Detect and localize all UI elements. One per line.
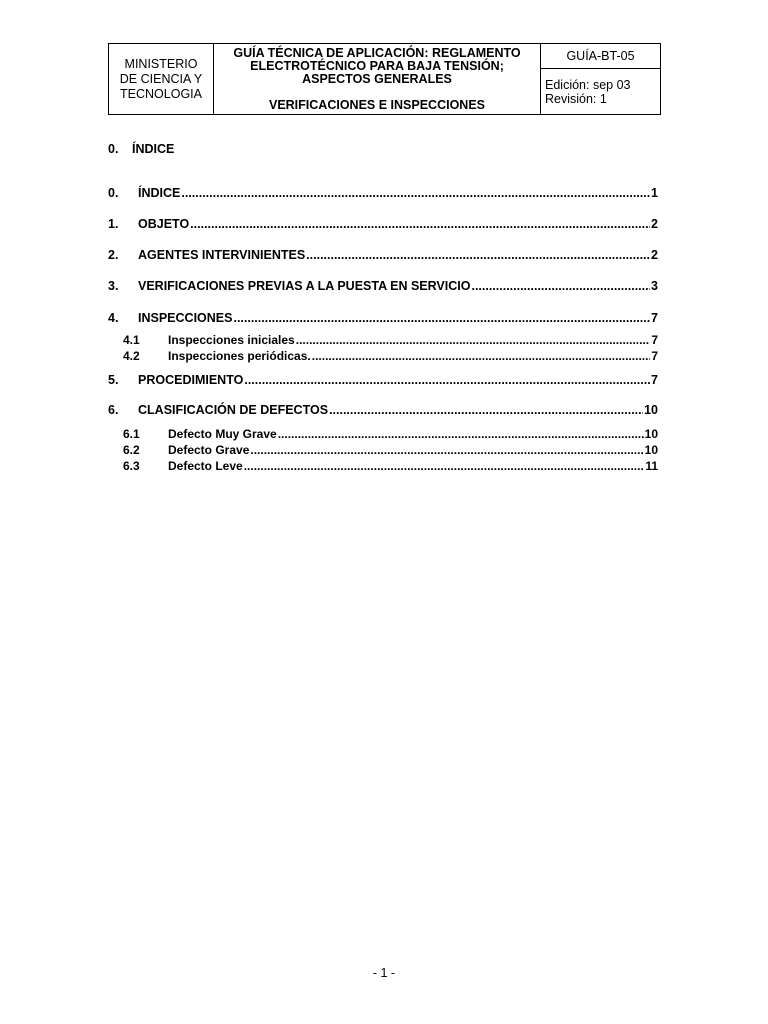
toc-page: 7 bbox=[651, 349, 658, 363]
toc-leader bbox=[329, 403, 643, 418]
toc-entry[interactable] bbox=[108, 279, 658, 294]
toc-entry[interactable] bbox=[108, 373, 658, 388]
index-heading-label: ÍNDICE bbox=[132, 142, 175, 156]
toc-number: 6. bbox=[108, 403, 119, 417]
edition-cell bbox=[541, 69, 661, 115]
guide-title-line: ASPECTOS GENERALES bbox=[302, 71, 452, 86]
toc-entry[interactable] bbox=[108, 248, 658, 263]
toc-leader bbox=[244, 373, 650, 388]
toc-page: 10 bbox=[644, 427, 658, 441]
toc-page: 2 bbox=[651, 248, 658, 262]
toc-page: 7 bbox=[651, 373, 658, 387]
toc-subentry[interactable] bbox=[108, 349, 658, 364]
toc-label: Defecto Leve bbox=[168, 459, 243, 473]
toc-label: Inspecciones periódicas. bbox=[168, 349, 311, 363]
toc-leader bbox=[306, 248, 650, 263]
ministry-line: MINISTERIO bbox=[124, 56, 198, 71]
toc-number: 4.2 bbox=[123, 349, 140, 363]
toc-leader bbox=[278, 427, 644, 442]
toc-subentry[interactable] bbox=[108, 427, 658, 442]
toc-page: 10 bbox=[644, 403, 658, 417]
toc-number: 6.1 bbox=[123, 427, 140, 441]
guide-title-line: GUÍA TÉCNICA DE APLICACIÓN: REGLAMENTO bbox=[233, 45, 521, 60]
toc-label: OBJETO bbox=[138, 217, 190, 231]
toc-leader bbox=[190, 217, 650, 232]
toc-page: 7 bbox=[651, 333, 658, 347]
toc-entry[interactable] bbox=[108, 217, 658, 232]
guide-title-line: ELECTROTÉCNICO PARA BAJA TENSIÓN; bbox=[250, 58, 504, 73]
toc-label: CLASIFICACIÓN DE DEFECTOS bbox=[138, 403, 329, 417]
toc-page: 2 bbox=[651, 217, 658, 231]
guide-title-cell bbox=[214, 44, 541, 115]
toc-number: 3. bbox=[108, 279, 119, 293]
toc-leader bbox=[244, 459, 645, 474]
toc-subentry[interactable] bbox=[108, 333, 658, 348]
index-heading bbox=[108, 142, 174, 156]
toc-leader bbox=[312, 349, 651, 364]
toc-subentry[interactable] bbox=[108, 459, 658, 474]
toc-leader bbox=[181, 186, 650, 201]
toc-label: PROCEDIMIENTO bbox=[138, 373, 244, 387]
edition-text: Edición: sep 03 bbox=[545, 77, 631, 92]
toc-number: 4. bbox=[108, 311, 119, 325]
toc-page: 1 bbox=[651, 186, 658, 200]
guide-code: GUÍA-BT-05 bbox=[541, 44, 661, 69]
toc-label: INSPECCIONES bbox=[138, 311, 233, 325]
toc-leader bbox=[471, 279, 650, 294]
toc-number: 2. bbox=[108, 248, 119, 262]
toc-entry[interactable] bbox=[108, 403, 658, 418]
ministry-line: TECNOLOGIA bbox=[120, 86, 202, 101]
toc-number: 0. bbox=[108, 186, 119, 200]
document-header bbox=[108, 43, 661, 115]
toc-entry[interactable] bbox=[108, 186, 658, 201]
guide-subtitle: VERIFICACIONES E INSPECCIONES bbox=[268, 97, 485, 112]
toc-number: 6.3 bbox=[123, 459, 140, 473]
toc-leader bbox=[296, 333, 651, 348]
toc-page: 10 bbox=[644, 443, 658, 457]
toc-number: 1. bbox=[108, 217, 119, 231]
page-number: - 1 - bbox=[372, 966, 396, 980]
toc-entry[interactable] bbox=[108, 311, 658, 326]
toc-number: 6.2 bbox=[123, 443, 140, 457]
revision-text: Revisión: 1 bbox=[545, 91, 607, 106]
ministry-cell bbox=[109, 44, 214, 115]
toc-label: Defecto Grave bbox=[168, 443, 250, 457]
toc-page: 11 bbox=[645, 459, 658, 473]
toc-label: ÍNDICE bbox=[138, 186, 181, 200]
toc-label: Defecto Muy Grave bbox=[168, 427, 277, 441]
toc-number: 5. bbox=[108, 373, 119, 387]
toc-subentry[interactable] bbox=[108, 443, 658, 458]
toc-leader bbox=[233, 311, 650, 326]
toc-leader bbox=[250, 443, 643, 458]
toc-page: 3 bbox=[651, 279, 658, 293]
ministry-line: DE CIENCIA Y bbox=[119, 71, 203, 86]
toc-label: VERIFICACIONES PREVIAS A LA PUESTA EN SERVICIO bbox=[138, 279, 471, 293]
toc-page: 7 bbox=[651, 311, 658, 325]
toc-label: Inspecciones iniciales bbox=[168, 333, 295, 347]
toc-number: 4.1 bbox=[123, 333, 140, 347]
toc-label: AGENTES INTERVINIENTES bbox=[138, 248, 306, 262]
index-heading-number: 0. bbox=[108, 142, 119, 156]
